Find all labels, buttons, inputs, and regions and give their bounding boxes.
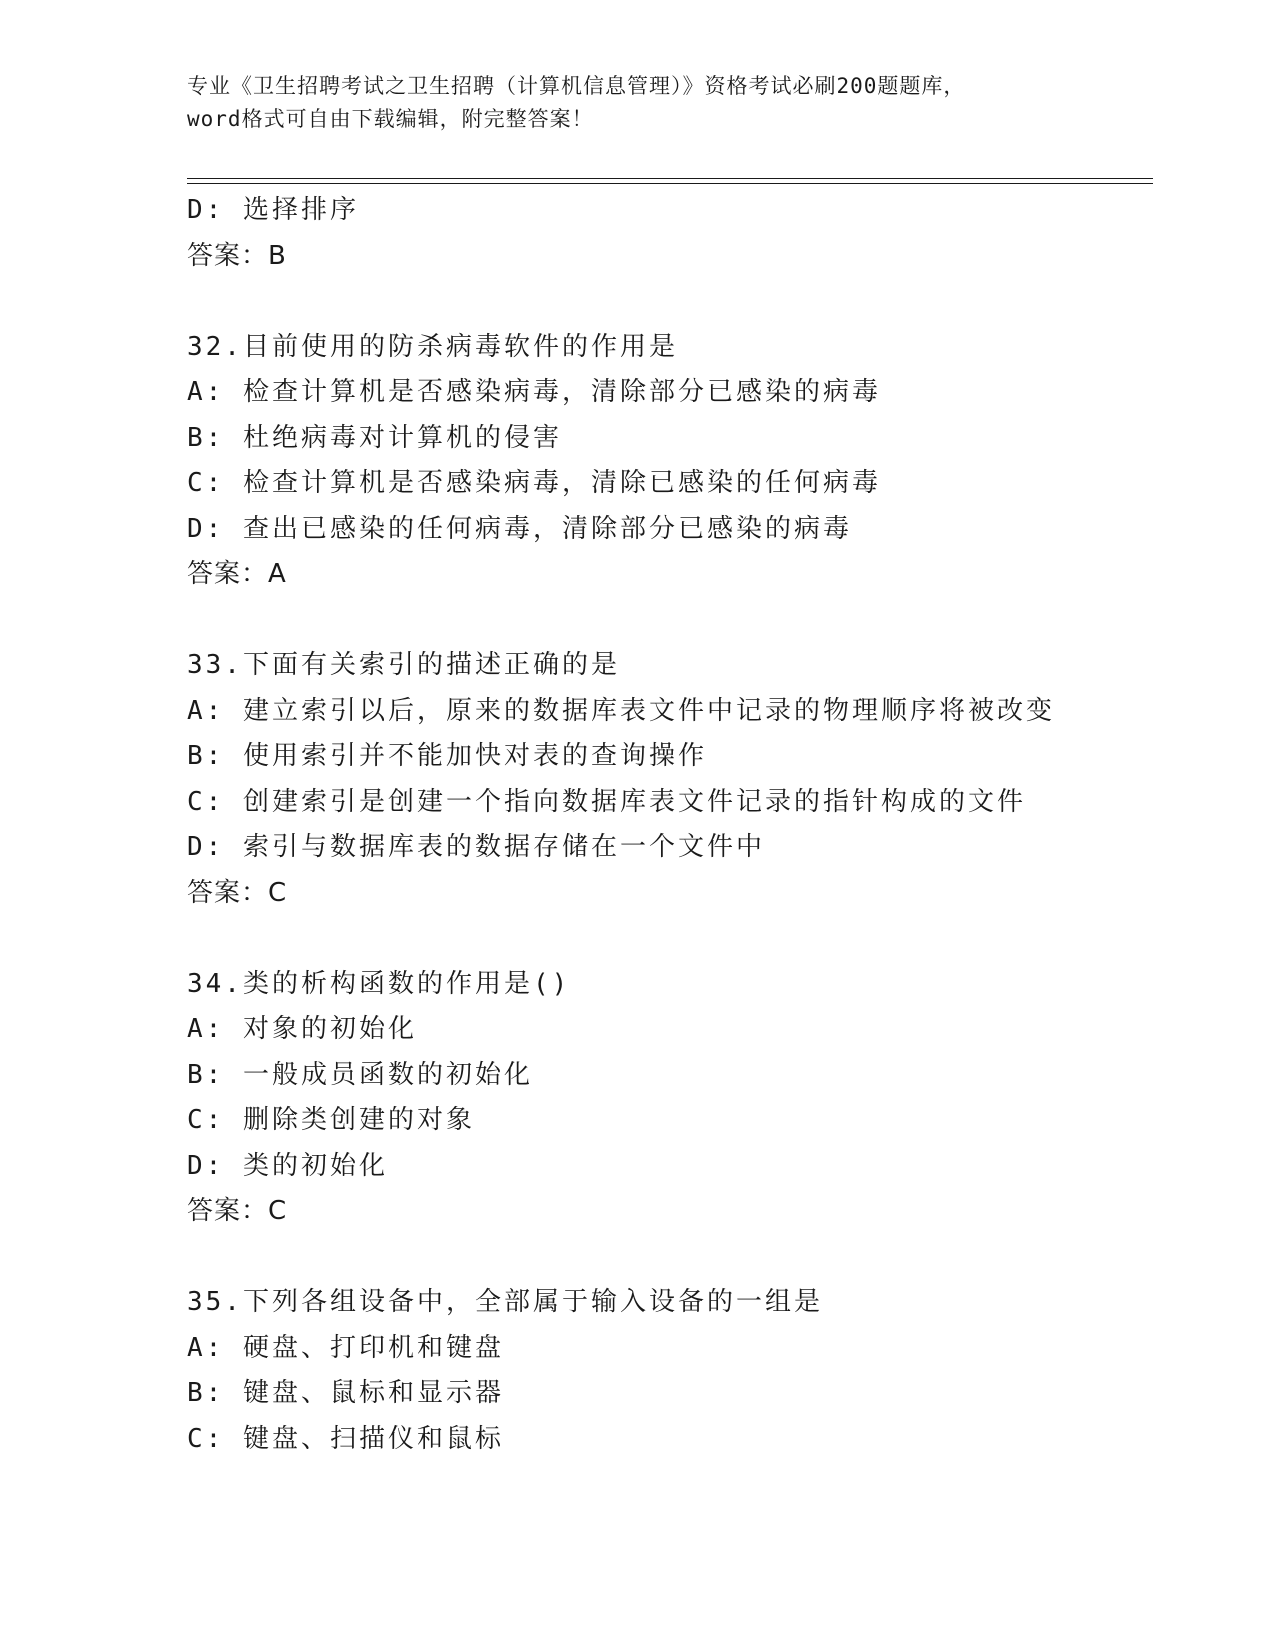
option-d: D: 索引与数据库表的数据存储在一个文件中 [187, 832, 765, 862]
header-divider-top [187, 178, 1153, 179]
question-35 [187, 1280, 1187, 1462]
option-a: A: 硬盘、打印机和键盘 [187, 1332, 504, 1363]
answer: 答案：C [187, 877, 288, 908]
option-c: C: 创建索引是创建一个指向数据库表文件记录的指针构成的文件 [187, 786, 1026, 817]
header-divider-bottom [187, 183, 1153, 184]
option-c: C: 检查计算机是否感染病毒，清除已感染的任何病毒 [187, 468, 881, 498]
header-line-1: 专业《卫生招聘考试之卫生招聘（计算机信息管理）》资格考试必刷200题题库， [187, 74, 966, 98]
option-b: B: 键盘、鼠标和显示器 [187, 1378, 504, 1408]
question-list [187, 188, 1187, 1462]
option-b: B: 使用索引并不能加快对表的查询操作 [187, 741, 707, 771]
option-b: B: 一般成员函数的初始化 [187, 1059, 533, 1090]
question-32 [187, 325, 1187, 598]
question-34 [187, 962, 1187, 1235]
spacer [187, 1235, 1187, 1281]
option-b: B: 杜绝病毒对计算机的侵害 [187, 422, 562, 453]
option-a: A: 建立索引以后，原来的数据库表文件中记录的物理顺序将被改变 [187, 695, 1055, 726]
option-a: A: 检查计算机是否感染病毒，清除部分已感染的病毒 [187, 377, 881, 407]
option-c: C: 删除类创建的对象 [187, 1105, 475, 1135]
document-header [187, 70, 1087, 136]
option-c: C: 键盘、扫描仪和鼠标 [187, 1423, 504, 1454]
spacer [187, 598, 1187, 644]
question-stem: 34.类的析构函数的作用是() [187, 968, 571, 999]
question-33 [187, 643, 1187, 916]
answer: 答案：B [187, 240, 287, 271]
question-stem: 33.下面有关索引的描述正确的是 [187, 650, 620, 680]
answer: 答案：C [187, 1196, 288, 1226]
spacer [187, 279, 1187, 325]
spacer [187, 916, 1187, 962]
question-stem: 35.下列各组设备中，全部属于输入设备的一组是 [187, 1287, 823, 1317]
header-line-2: word格式可自由下载编辑，附完整答案！ [187, 107, 594, 131]
option-d: D: 选择排序 [187, 195, 359, 225]
option-d: D: 查出已感染的任何病毒，清除部分已感染的病毒 [187, 513, 852, 544]
option-d: D: 类的初始化 [187, 1150, 388, 1181]
answer: 答案：A [187, 559, 287, 589]
option-a: A: 对象的初始化 [187, 1014, 417, 1044]
question-stem: 32.目前使用的防杀病毒软件的作用是 [187, 331, 678, 362]
